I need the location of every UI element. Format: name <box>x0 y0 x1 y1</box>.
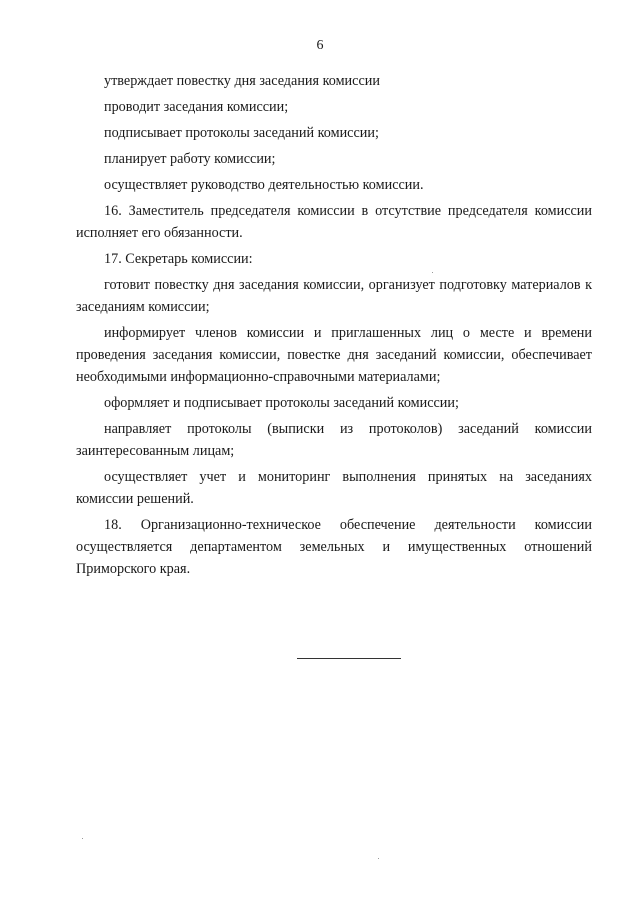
paragraph: осуществляет учет и мониторинг выполнения принятых на заседаниях комиссии решений. <box>76 469 592 507</box>
document-body <box>76 70 592 584</box>
paragraph: осуществляет руководство деятельностью комиссии. <box>104 177 424 193</box>
paragraph: 16. Заместитель председателя комиссии в отсутствие председателя комиссии исполняет его обязанности. <box>76 203 592 241</box>
paragraph: 17. Секретарь комиссии: <box>104 251 253 267</box>
paragraph: 18. Организационно-техническое обеспечение деятельности комиссии осуществляется департаментом земельных и имущественных отношений Приморского края. <box>76 517 592 577</box>
scan-speck <box>378 858 379 859</box>
page-number: 6 <box>316 38 324 53</box>
paragraph: утверждает повестку дня заседания комиссии <box>104 73 380 89</box>
scan-speck <box>82 838 83 839</box>
end-rule <box>297 658 401 659</box>
paragraph: оформляет и подписывает протоколы заседаний комиссии; <box>104 395 459 411</box>
paragraph: направляет протоколы (выписки из протоколов) заседаний комиссии заинтересованным лицам; <box>76 421 592 459</box>
scan-speck <box>432 272 433 273</box>
paragraph: проводит заседания комиссии; <box>104 99 289 115</box>
paragraph: информирует членов комиссии и приглашенных лиц о месте и времени проведения заседания комиссии, повестке дня заседаний комиссии, обеспечивает необходимыми информационно-справочными материалами; <box>76 325 592 385</box>
paragraph: готовит повестку дня заседания комиссии, организует подготовку материалов к заседаниям комиссии; <box>76 277 592 315</box>
paragraph: планирует работу комиссии; <box>104 151 276 167</box>
paragraph: подписывает протоколы заседаний комиссии; <box>104 125 379 141</box>
